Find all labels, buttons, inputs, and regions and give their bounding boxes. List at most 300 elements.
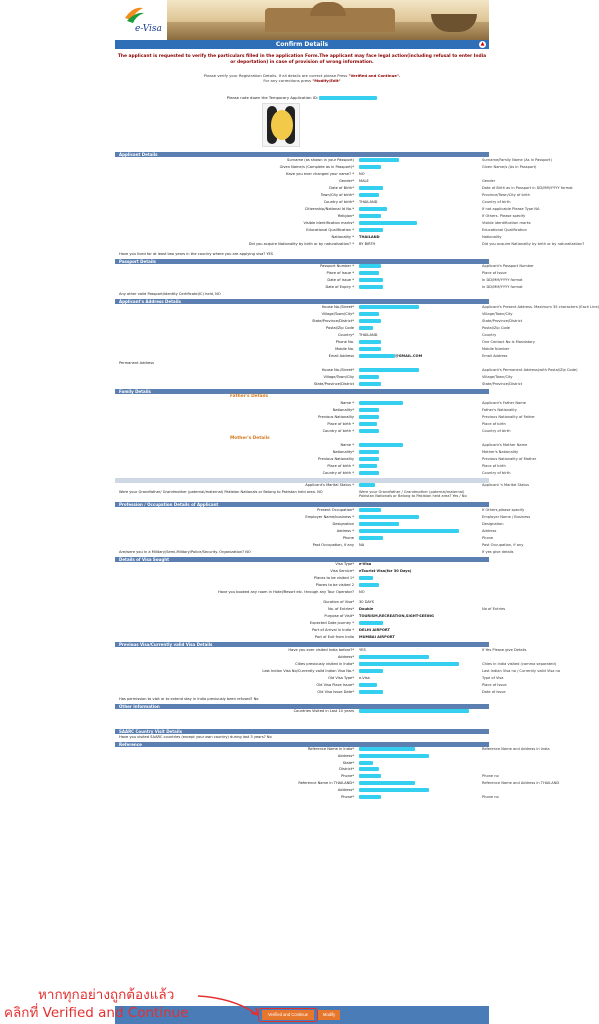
form-row — [115, 628, 489, 635]
field-label: Permanent Address — [119, 360, 154, 365]
field-value — [359, 562, 371, 566]
field-value — [359, 754, 429, 758]
redacted-value — [359, 429, 379, 433]
form-row — [115, 514, 531, 522]
corrections-instruction-text: For any corrections press — [263, 78, 313, 83]
form-row — [115, 206, 540, 214]
field-label: State/Province/District — [313, 381, 354, 386]
field-value — [359, 228, 383, 232]
field-hint: Visible identification marks — [482, 220, 531, 225]
form-row — [115, 332, 497, 340]
form-row — [115, 635, 489, 642]
field-label: Places to be visited 2 — [315, 583, 354, 587]
form-row — [115, 675, 504, 683]
form-row — [115, 429, 511, 436]
redacted-value — [359, 536, 383, 540]
field-hint: Nationality — [482, 234, 502, 239]
field-value — [359, 415, 379, 419]
field-label: Mobile No. — [335, 346, 354, 351]
temp-id-value — [319, 96, 377, 100]
field-label: Visa Service* — [330, 569, 354, 573]
field-label: House No./Street* — [321, 304, 354, 309]
field-value-text: YES — [359, 647, 366, 652]
field-value — [359, 569, 411, 573]
field-label: Place of Issue * — [326, 271, 354, 275]
form-row — [115, 178, 496, 186]
field-label: Country of birth* — [323, 199, 354, 204]
field-value-text: MUMBAI AIRPORT — [359, 635, 395, 639]
field-hint: Father's Nationality — [482, 408, 517, 412]
field-value — [359, 483, 375, 487]
field-value — [359, 340, 381, 344]
field-label: Old Visa Type* — [328, 675, 354, 680]
field-value — [359, 450, 379, 454]
field-value — [359, 536, 383, 540]
redacted-value — [359, 340, 381, 344]
field-label: Name * — [340, 443, 354, 447]
face-blur — [271, 110, 293, 140]
redacted-value — [359, 508, 381, 512]
field-hint: Email Address — [482, 353, 508, 358]
form-row — [115, 507, 525, 515]
field-label: Address* — [337, 654, 354, 659]
field-hint: Phone — [482, 535, 494, 540]
field-value — [359, 408, 379, 412]
field-hint: Reference Name and Address in India — [482, 747, 550, 751]
form-row — [115, 464, 506, 471]
redacted-value — [359, 450, 379, 454]
field-hint: Applicant's Father Name — [482, 401, 526, 405]
redacted-value — [359, 214, 381, 218]
section-header: Previous Visa/Currently valid Visa Details — [115, 642, 489, 647]
field-label: Surname (as shown in your Passport) — [287, 157, 354, 162]
field-hint: Educational Qualification — [482, 227, 527, 232]
field-label: Have you lived for at least two years in the country where you are applying visa? YES — [119, 251, 274, 256]
form-row — [115, 521, 504, 529]
legal-notice: The applicant is requested to verify the particulars filled in the application Form.The applicant may face legal action(including refusal to enter India or deportation) in case of provision of wrong information. — [117, 54, 487, 65]
field-value — [359, 443, 403, 447]
redacted-value — [359, 382, 381, 386]
redacted-value — [359, 221, 417, 225]
form-row — [115, 339, 535, 347]
field-value — [359, 655, 429, 659]
field-value — [359, 774, 381, 778]
marital-row — [115, 483, 530, 490]
field-label: Address* — [337, 787, 354, 792]
redacted-value — [359, 271, 379, 275]
form-row — [115, 535, 494, 543]
field-label: Have you visited SAARC countries (except your own country) during last 3 years? No — [119, 734, 272, 739]
field-label: Date of Birth* — [329, 185, 354, 190]
field-label: Did you acquire Nationality by birth or by naturalization? * — [248, 241, 354, 246]
form-row — [115, 794, 499, 802]
redacted-value — [359, 228, 383, 232]
redacted-value — [359, 305, 419, 309]
form-row — [115, 241, 585, 249]
redacted-value — [359, 621, 383, 625]
form-row — [115, 381, 523, 389]
form-row — [115, 583, 489, 590]
form-row-full — [115, 292, 489, 299]
field-value — [359, 600, 374, 604]
field-label: Email Address — [328, 353, 354, 358]
section-header: Family Details — [115, 389, 489, 394]
form-row — [115, 600, 489, 607]
section-header: Applicant Details — [115, 152, 489, 157]
field-value-text: Double — [359, 607, 374, 611]
field-value — [359, 648, 366, 652]
redacted-value — [359, 408, 379, 412]
page-title: Confirm Details — [275, 41, 329, 48]
form-row — [115, 528, 497, 536]
form-row — [115, 576, 489, 583]
form-row — [115, 304, 599, 312]
field-label: Passport Number * — [320, 264, 354, 268]
father-details-header: Father's Details — [230, 394, 269, 399]
field-label: Phone* — [341, 794, 354, 799]
field-hint: Place of Issue — [482, 271, 507, 275]
field-hint: Designation — [482, 521, 504, 526]
field-label: Duration of Visa* — [323, 600, 354, 604]
field-label: Previous Nationality — [318, 415, 354, 419]
field-label: Country* — [337, 332, 354, 337]
form-row — [115, 562, 489, 569]
field-value — [359, 767, 379, 771]
field-label: Country of birth * — [322, 429, 354, 433]
field-value — [359, 614, 434, 618]
field-label: Has permission to visit or to extend stay in India previously been refused? No — [119, 696, 259, 701]
form-row — [115, 457, 537, 464]
mother-details-header: Mother's Details — [230, 436, 270, 441]
field-hint: Date of Issue — [482, 689, 506, 694]
field-value — [359, 628, 390, 632]
form-row — [115, 185, 573, 193]
corrections-instruction — [115, 78, 489, 83]
field-value — [359, 457, 379, 461]
field-hint: Were your Grandfather / Grandmother (paternal/maternal) Pakistan Nationals or Belong to Pakistan held area? Yes / No — [359, 490, 467, 498]
form-row — [115, 278, 523, 285]
field-hint: If not applicable Please Type NA — [482, 206, 540, 211]
field-label: Visa Type* — [335, 562, 354, 566]
field-value-text: MALE — [359, 178, 369, 183]
field-hint: Phone no — [482, 774, 499, 779]
field-hint: Applicant's Passport Number — [482, 264, 534, 268]
field-label: Phone — [342, 535, 354, 540]
form-row — [115, 682, 507, 690]
field-value — [359, 312, 379, 316]
field-label: State* — [342, 760, 354, 765]
field-label: Applicant's Marital Status * — [305, 483, 354, 487]
field-value — [359, 271, 379, 275]
field-hint: Country — [482, 332, 497, 337]
field-label: Visible identification marks* — [303, 220, 354, 225]
applicant-photo — [262, 103, 300, 147]
field-value — [359, 781, 415, 785]
field-value — [359, 186, 383, 190]
scroll-up-icon[interactable]: ▲ — [480, 41, 485, 47]
form-row — [115, 264, 534, 271]
field-value — [359, 278, 383, 282]
field-value — [359, 165, 381, 169]
field-label: Have you booked any room in Hotel/Resort etc. through any Tour Operator? — [218, 590, 354, 594]
field-value — [359, 576, 373, 580]
field-label: Reference Name in India* — [307, 747, 354, 751]
field-label: Designation — [332, 521, 354, 526]
redacted-value — [359, 464, 377, 468]
field-value-text: NA — [359, 542, 365, 547]
field-value — [359, 242, 375, 246]
banner-dome — [310, 2, 346, 16]
field-hint: One Contact No is Mandatory — [482, 339, 535, 344]
field-value — [359, 709, 469, 713]
redacted-value — [359, 401, 403, 405]
redacted-value — [359, 576, 373, 580]
field-hint: Province/Town/City of birth — [482, 192, 530, 197]
field-label: Phone* — [341, 774, 354, 779]
field-label: Nationality* — [332, 408, 354, 412]
redacted-value — [359, 761, 373, 765]
field-value — [359, 621, 383, 625]
field-hint: State/Province/District — [482, 381, 523, 386]
redacted-value — [359, 669, 383, 673]
redacted-value — [359, 285, 383, 289]
field-value — [359, 264, 381, 268]
field-hint: Mother's Nationality — [482, 450, 519, 454]
field-label: Date of Expiry * — [325, 285, 354, 289]
field-label: Are/were you in a Military/Semi-Military/Police/Security. Organization? NO — [119, 549, 251, 554]
header-banner — [115, 0, 489, 40]
field-label: Previous Nationality — [318, 457, 354, 461]
form-row — [115, 542, 524, 550]
field-label: Port of Arrival in India * — [312, 628, 354, 632]
field-value — [359, 207, 387, 211]
corrections-instruction-action: "Modify/Edit" — [312, 78, 341, 83]
redacted-value — [359, 754, 429, 758]
field-hint: Surname/Family Name (As in Passport) — [482, 157, 552, 162]
field-value — [359, 529, 459, 533]
field-label: Educational Qualification * — [306, 227, 354, 232]
modify-button[interactable]: Modify — [318, 1010, 340, 1020]
form-row — [115, 443, 528, 450]
field-label: No. of Entries* — [327, 607, 354, 611]
section-header: Applicant's Address Details — [115, 299, 489, 304]
field-value-text: NO — [359, 171, 365, 176]
field-label: Any other valid Passport/Identity Certificate(IC) held, NO — [119, 292, 221, 296]
field-label: Gender* — [338, 178, 354, 183]
redacted-value — [359, 312, 379, 316]
redacted-value — [359, 347, 381, 351]
form-row — [115, 346, 510, 354]
redacted-value — [359, 193, 379, 197]
redacted-value — [359, 443, 403, 447]
field-value — [359, 471, 379, 475]
form-row — [115, 614, 489, 621]
redacted-value — [359, 319, 381, 323]
field-hint: Applicant's Present Address. Maximum 35 characters (Each Line) — [482, 304, 599, 309]
field-label: Village/Town/City* — [321, 311, 354, 316]
form-row — [115, 655, 489, 662]
form-row-full — [115, 252, 489, 259]
field-value — [359, 669, 383, 673]
field-label: Past Occupation, if any — [312, 542, 354, 547]
redacted-value — [359, 662, 459, 666]
field-value — [359, 200, 377, 204]
field-label: State/Province/District* — [312, 318, 354, 323]
field-label: Have you ever visited India before?* — [288, 647, 354, 652]
field-value — [359, 676, 370, 680]
form-row — [115, 227, 527, 235]
field-hint: Applicant's Permanent Address(with Postal/Zip Code) — [482, 367, 578, 372]
field-value-text: TOURISM,RECREATION,SIGHT-SEEING — [359, 614, 434, 618]
form-row — [115, 220, 531, 228]
redacted-value — [359, 326, 373, 330]
field-hint: Place of birth — [482, 464, 506, 468]
form-row — [115, 689, 506, 697]
verify-instruction-action: "Verified and Continue". — [348, 73, 401, 78]
field-value — [359, 522, 399, 526]
form-row — [115, 450, 519, 457]
redacted-value — [359, 207, 387, 211]
field-value — [359, 347, 381, 351]
field-hint: Last Indian Visa no / Currently valid Visa no — [482, 668, 561, 673]
redacted-value — [359, 375, 379, 379]
field-value — [359, 326, 373, 330]
field-label: Name * — [340, 401, 354, 405]
redacted-value — [359, 186, 383, 190]
field-value — [359, 375, 379, 379]
field-hint: In DD/MM/YYYY format — [482, 285, 523, 289]
redacted-value — [359, 781, 415, 785]
logo-text: e-Visa — [135, 24, 162, 34]
form-row — [115, 157, 552, 165]
field-hint: Village/Town/City — [482, 374, 513, 379]
field-hint: Employer Name / Business — [482, 514, 531, 519]
field-value — [359, 235, 380, 239]
field-value — [359, 221, 417, 225]
temp-application-id — [115, 95, 489, 100]
field-value — [359, 305, 419, 309]
field-hint: If yes give details — [482, 549, 514, 554]
field-label: Nationality* — [332, 450, 354, 454]
redacted-value — [359, 368, 419, 372]
field-value — [359, 382, 381, 386]
form-row-full — [115, 735, 489, 742]
redacted-value — [359, 683, 377, 687]
form-row — [115, 318, 523, 326]
field-value — [359, 354, 422, 358]
countries-visited-row — [115, 709, 489, 716]
form-row — [115, 621, 489, 628]
field-label: Religion* — [337, 213, 354, 218]
temp-id-label: Please note down the Temporary Application ID: — [226, 95, 319, 100]
redacted-value — [359, 415, 379, 419]
field-label: Old Visa Issue Date* — [317, 689, 354, 694]
field-label: District* — [339, 767, 354, 772]
field-value — [359, 285, 383, 289]
field-hint: In DD/MM/YYYY format — [482, 278, 523, 282]
field-value-text: e-Visa — [359, 562, 372, 566]
annotation-arrow-icon — [12, 987, 262, 1017]
form-row — [115, 164, 537, 172]
field-label: Places to be visited 1* — [313, 576, 354, 580]
field-value-text: NO — [359, 590, 365, 594]
form-row — [115, 401, 526, 408]
field-hint: Given Name/s (As in Passport) — [482, 164, 537, 169]
redacted-value — [359, 422, 377, 426]
field-value — [359, 747, 415, 751]
form-row — [115, 311, 513, 319]
field-value — [359, 761, 373, 765]
redacted-value — [359, 795, 381, 799]
field-hint: If Yes Please give Details — [482, 647, 527, 652]
field-label: Employer Name/business * — [305, 514, 354, 519]
banner-boat — [431, 14, 477, 32]
section-header: Details of Visa Sought — [115, 557, 489, 562]
form-row — [115, 661, 557, 669]
field-hint: Address — [482, 528, 497, 533]
redacted-value — [359, 471, 379, 475]
field-value — [359, 508, 381, 512]
field-hint: Mobile Number — [482, 346, 510, 351]
field-label: Nationality * — [331, 234, 354, 239]
field-hint: Reference Name and Address in THAILAND — [482, 781, 560, 785]
verified-and-continue-button[interactable]: Verified and Continue — [262, 1010, 314, 1020]
field-hint: Previous Nationality of Father — [482, 415, 535, 419]
form-row — [115, 471, 511, 478]
field-value — [359, 333, 377, 337]
field-value — [359, 543, 364, 547]
redacted-value — [359, 747, 415, 751]
field-value — [359, 795, 381, 799]
field-hint: Place of Issue — [482, 682, 507, 687]
redacted-value — [359, 515, 419, 519]
field-value-text: BY BIRTH — [359, 241, 376, 246]
field-hint: Country of birth — [482, 429, 511, 433]
redacted-value — [359, 264, 381, 268]
field-label: Date of Issue * — [327, 278, 354, 282]
field-hint: Cities in India visited (comma separated) — [482, 661, 557, 666]
redacted-value — [359, 774, 381, 778]
form-row — [115, 234, 502, 242]
field-value — [359, 368, 419, 372]
page-title-bar — [115, 40, 489, 49]
grandfather-row — [115, 490, 489, 497]
field-value — [359, 179, 369, 183]
form-row — [115, 569, 489, 576]
field-value — [359, 214, 381, 218]
field-label: Phone No. — [335, 339, 354, 344]
field-hint: Village/Town/City — [482, 311, 513, 316]
field-hint: Gender — [482, 178, 496, 183]
form-row — [115, 607, 506, 614]
field-label: Given Name/s (Complete as in Passport)* — [279, 164, 354, 169]
form-row — [115, 213, 526, 221]
redacted-value — [359, 788, 429, 792]
field-label: Citizenship/National Id No.* — [304, 206, 354, 211]
field-value — [359, 607, 373, 611]
field-value-text: 30 DAYS — [359, 600, 375, 604]
field-value-text: eTourist Visa(for 30 Days) — [359, 569, 412, 573]
field-hint: Country of birth — [482, 199, 511, 204]
field-hint: If Others. Please specify — [482, 213, 526, 218]
field-hint: Country of birth — [482, 471, 511, 475]
form-row — [115, 192, 530, 200]
form-row-full — [115, 697, 489, 704]
annotation-line2: คลิกที่ Verified and Continue — [4, 1005, 189, 1021]
field-value — [359, 319, 381, 323]
field-value — [359, 583, 379, 587]
form-row — [115, 590, 489, 597]
